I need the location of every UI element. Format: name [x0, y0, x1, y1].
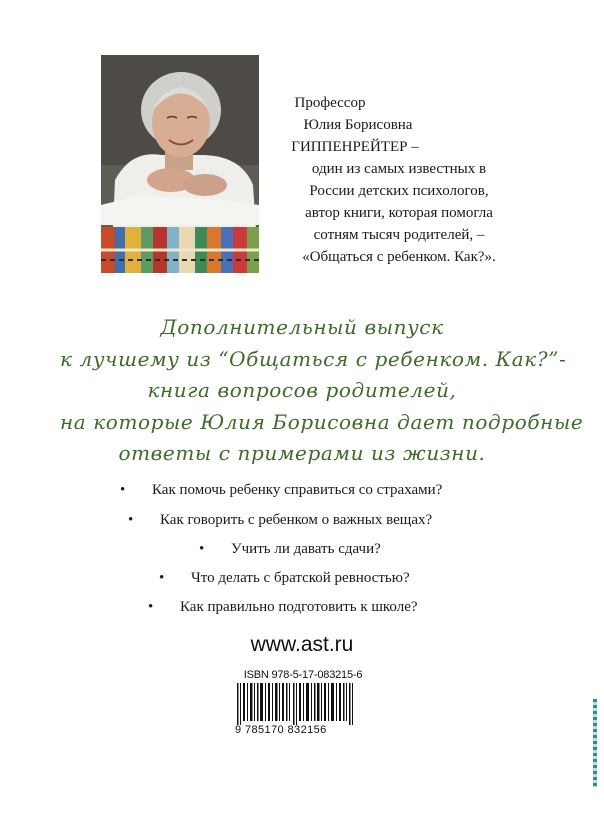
bullet-icon: •: [199, 541, 205, 557]
list-item: [128, 512, 433, 529]
bio-line: автор книги, которая помогла: [305, 205, 493, 221]
barcode-digits: 9 785170 832156: [235, 724, 327, 736]
description-line: Дополнительный выпуск: [160, 315, 444, 339]
bio-line: один из самых известных в: [311, 161, 487, 177]
list-item: [159, 570, 410, 587]
bio-line: Юлия Борисовна: [303, 117, 413, 133]
description-line: к лучшему из “Общаться с ребенком. Как?”-: [60, 346, 567, 371]
description-line: ответы с примерами из жизни.: [118, 441, 486, 465]
publisher-website: www.ast.ru: [250, 633, 354, 656]
barcode-icon: [233, 683, 365, 725]
question-text: Как правильно подготовить к школе?: [180, 599, 418, 615]
question-text: Учить ли давать сдачи?: [231, 541, 381, 557]
author-bio: [264, 92, 534, 268]
list-item: [120, 482, 443, 499]
bullet-icon: •: [128, 512, 134, 528]
list-item: [148, 599, 418, 616]
cover-edge-strip: [593, 699, 597, 787]
bullet-icon: •: [120, 482, 126, 498]
description-line: книга вопросов родителей,: [147, 378, 457, 402]
question-text: Как говорить с ребенком о важных вещах?: [160, 512, 433, 528]
book-description: [60, 312, 584, 470]
bio-line: России детских психологов,: [309, 183, 489, 199]
bio-line: «Общаться с ребенком. Как?».: [302, 249, 496, 265]
description-line: на которые Юлия Борисовна дает подробные: [60, 409, 584, 434]
isbn-label: ISBN 978-5-17-083215-6: [243, 669, 363, 681]
list-item: [199, 541, 381, 558]
author-photo: [101, 55, 259, 273]
question-text: Что делать с братской ревностью?: [191, 570, 410, 586]
bullet-icon: •: [159, 570, 165, 586]
bio-line: сотням тысяч родителей, –: [313, 227, 485, 243]
bio-line: Профессор: [294, 95, 366, 111]
question-text: Как помочь ребенку справиться со страхами?: [152, 482, 443, 498]
bullet-icon: •: [148, 599, 154, 615]
bio-line: ГИППЕНРЕЙТЕР –: [291, 139, 419, 155]
